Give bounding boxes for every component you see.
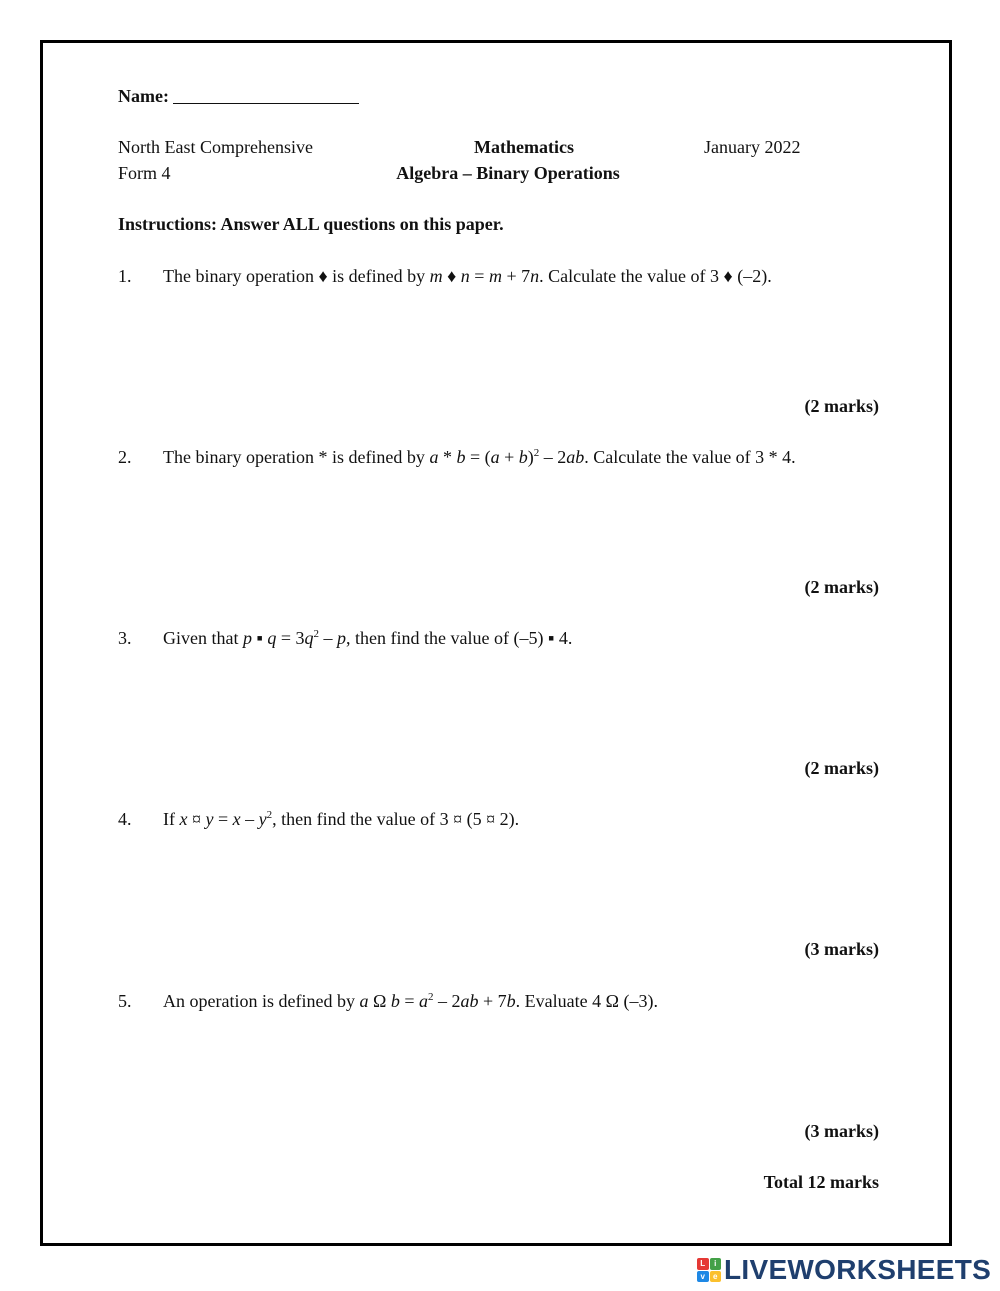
question-4-text: If x ¤ $y = x - y^2$, then find the value of 3 ¤ (5 ¤ 2). (163, 809, 520, 829)
question-3-text: Given that p ▪ $q = 3q^2 - p$, then find the value of (–5) ▪ 4. (163, 628, 573, 648)
total-marks: Total 12 marks (763, 1172, 879, 1192)
question-3-number: 3. (118, 628, 132, 648)
liveworksheets-logo (697, 1255, 991, 1285)
name-line (118, 87, 359, 105)
liveworksheets-wordmark: LIVEWORKSHEETS (724, 1254, 992, 1285)
instructions: Instructions: Answer ALL questions on this paper. (118, 214, 504, 234)
question-5-marks: (3 marks) (804, 1121, 879, 1141)
question-2-text: The binary operation * is defined by $a * b = (a + b)^2 - 2ab$. Calculate the value of 3 * 4. (163, 447, 796, 467)
question-5-number: 5. (118, 991, 132, 1011)
question-2-marks: (2 marks) (804, 577, 879, 597)
question-2-number: 2. (118, 447, 132, 467)
name-field[interactable] (173, 89, 359, 104)
logo-tile: e (710, 1271, 722, 1283)
question-4-number: 4. (118, 809, 132, 829)
topic-title: Algebra – Binary Operations (396, 163, 620, 183)
question-5-text: An operation is defined by a Ω $b = a^2 - 2ab + 7b$. Evaluate 4 Ω (–3). (163, 991, 658, 1011)
name-label: Name: (118, 86, 169, 106)
subject-title: Mathematics (474, 137, 574, 157)
logo-tile: i (710, 1258, 722, 1270)
form-level: Form 4 (118, 163, 171, 183)
question-1-number: 1. (118, 266, 132, 286)
exam-date: January 2022 (704, 137, 801, 157)
logo-tile: L (697, 1258, 709, 1270)
school-name: North East Comprehensive (118, 137, 313, 157)
logo-tile: v (697, 1271, 709, 1283)
question-4-marks: (3 marks) (804, 939, 879, 959)
liveworksheets-icon (697, 1258, 721, 1282)
question-3-marks: (2 marks) (804, 758, 879, 778)
question-1-marks: (2 marks) (804, 396, 879, 416)
question-1-text: The binary operation ♦ is defined by m ♦ n = m + 7n. Calculate the value of 3 ♦ (–2). (163, 266, 772, 286)
